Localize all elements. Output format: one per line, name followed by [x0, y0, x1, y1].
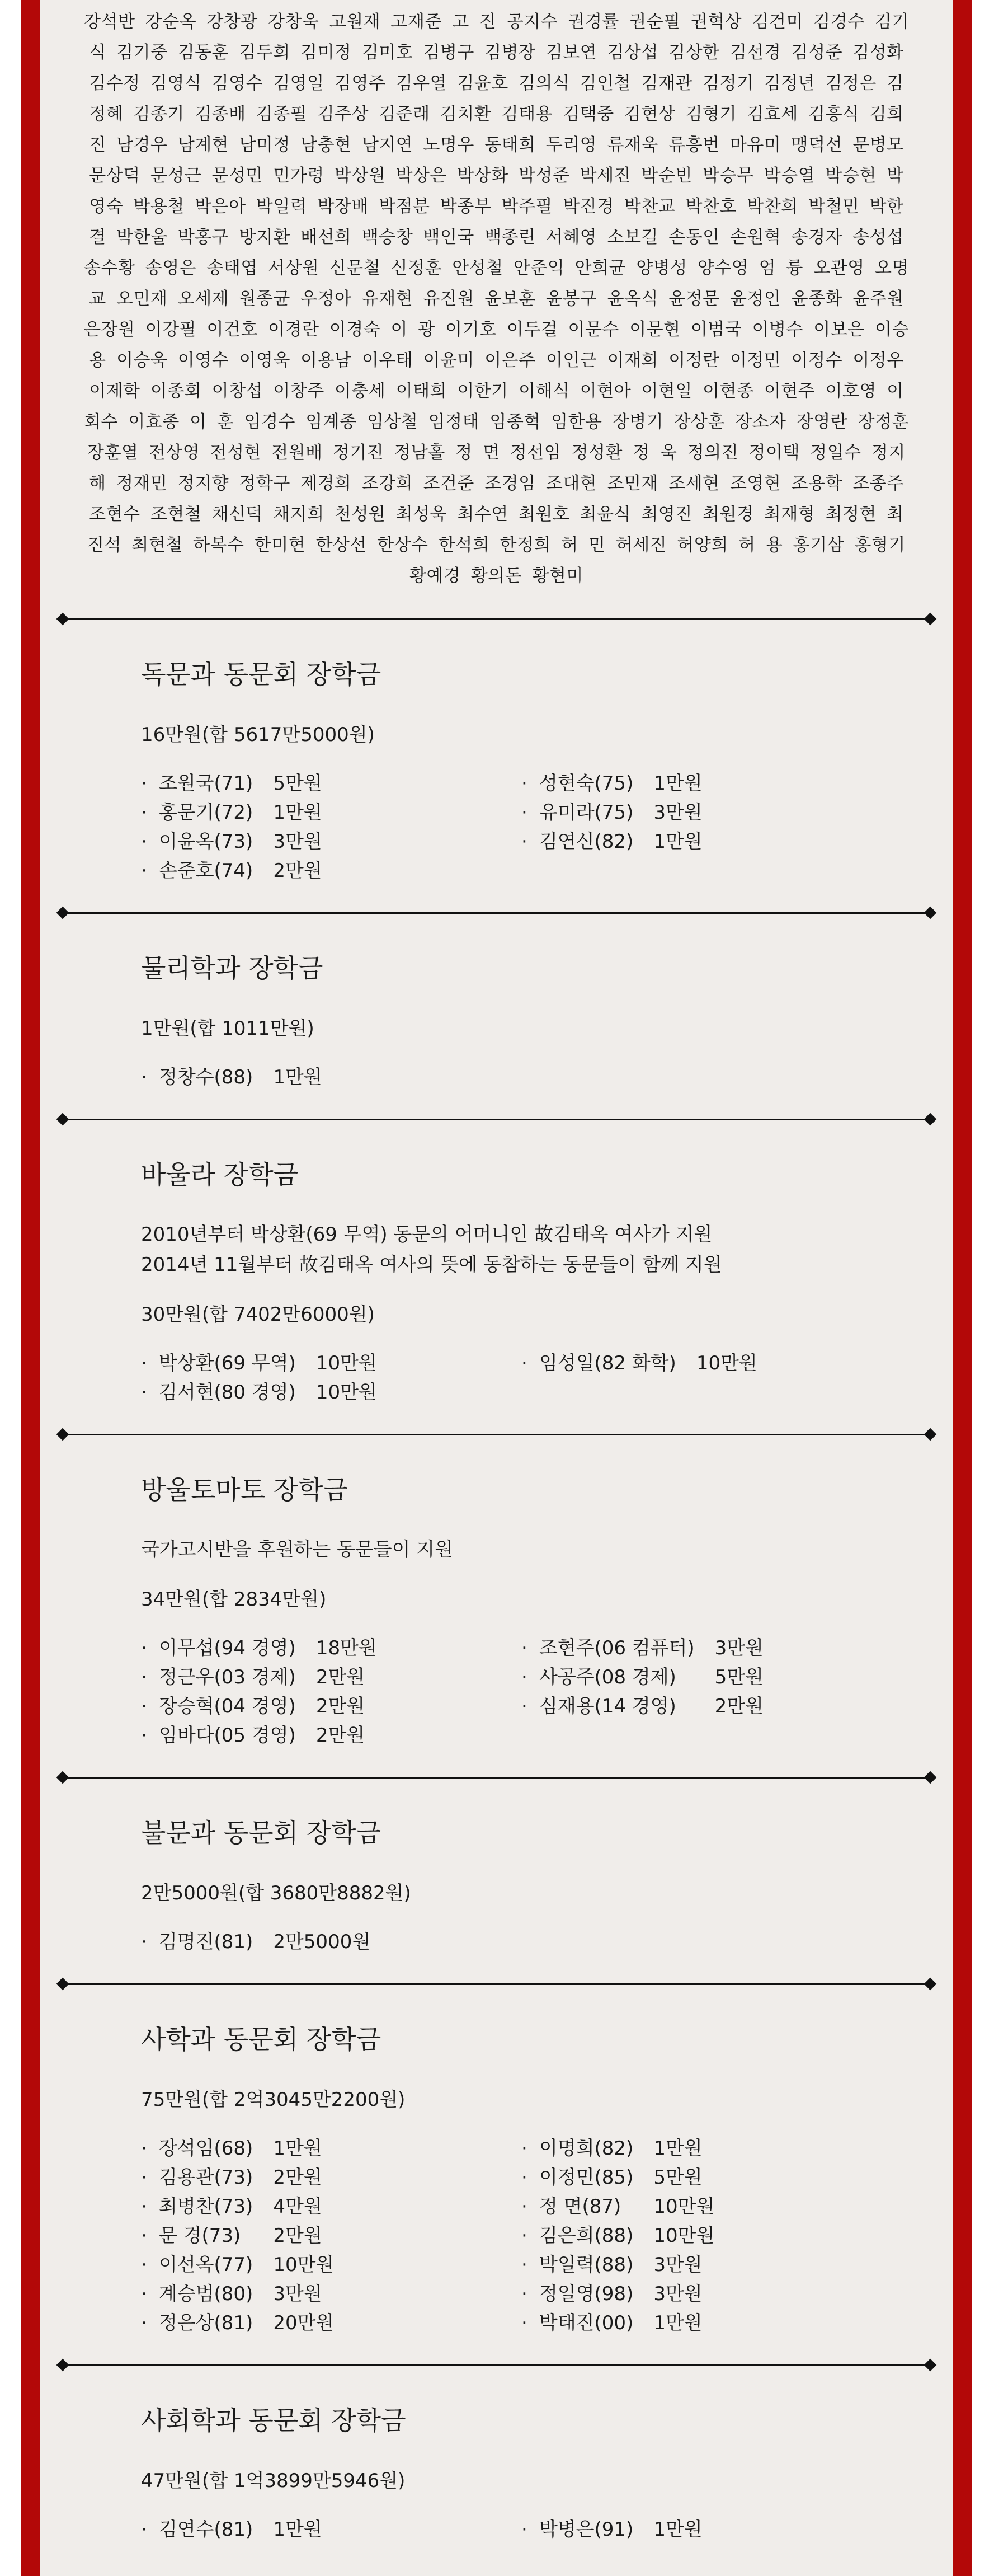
donor-amount: 4만원 [273, 2195, 322, 2218]
bullet-icon: · [141, 1695, 147, 1718]
donor-amount: 18만원 [315, 1637, 377, 1659]
donor-name: 이명희(82) [539, 2137, 634, 2160]
donor-row [521, 2250, 714, 2279]
section-divider [40, 1428, 953, 1441]
donor-row [141, 2515, 322, 2544]
donor-amount: 3만원 [714, 1637, 764, 1659]
divider-diamond [924, 907, 937, 919]
donor-row [141, 798, 322, 827]
bullet-icon: · [521, 830, 527, 853]
donor-name: 손준호(74) [159, 860, 253, 882]
donor-amount: 2만원 [714, 1695, 764, 1718]
bullet-icon: · [141, 2225, 147, 2247]
donor-name: 김연신(82) [539, 830, 634, 853]
donor-amount: 1만원 [653, 2137, 703, 2160]
section-divider [40, 1771, 953, 1784]
donor-amount: 1만원 [653, 2518, 703, 2541]
section-total: 75만원(합 2억3045만2200원) [141, 2089, 406, 2111]
donor-column-left [141, 1634, 377, 1750]
donor-column-left [141, 1349, 377, 1407]
donor-names-list: 강석반 강순옥 강창광 강창욱 고원재 고재준 고 진 공지수 권경률 권순필 권혁상 김건미 김경수 김기식 김기중 김동훈 김두희 김미정 김미호 김병구 김병장 김보연 김상섭 김상한 김선경 김성준 김성화 김수정 김영식 김영수 김영일 김영주 김우열 김윤호 김의식 김인철 김재관 김정기 김정년 김정은 김정혜 김종기 김종배 김종필 김주상 김준래 김치환 김태용 김택중 김현상 김형기 김효세 김흥식 김희진 남경우 남계현 남미정 남충현 남지연 노명우 동태희 두리영 류재욱 류흥번 마유미 맹덕선 문병모 문상덕 문성근 문성민 민가령 박상원 박상은 박상화 박성준 박세진 박순빈 박승무 박승열 박승현 박영숙 박용철 박은아 박일력 박장배 박점분 박종부 박주필 박진경 박찬교 박찬호 박찬희 박철민 박한결 박한울 박홍구 방지환 배선희 백승창 백인국 백종린 서혜영 소보길 손동인 손원혁 송경자 송성섭 송수황 송영은 송태엽 서상원 신문철 신정훈 안성철 안준익 안희균 양병성 양수영 엄 륭 오관영 오명교 오민재 오세제 원종균 우정아 유재현 유진원 윤보훈 윤봉구 윤옥식 윤정문 윤정인 윤종화 윤주원 은장원 이강필 이건호 이경란 이경숙 이 광 이기호 이두걸 이문수 이문현 이범국 이병수 이보은 이승용 이승욱 이영수 이영욱 이용남 이우태 이윤미 이은주 이인근 이재희 이정란 이정민 이정수 이정우 이제학 이종회 이창섭 이창주 이충세 이태희 이한기 이해식 이현아 이현일 이현종 이현주 이호영 이회수 이효종 이 훈 임경수 임계종 임상철 임정태 임종혁 임한용 장병기 장상훈 장소자 장영란 장정훈 장훈열 전상영 전성현 전원배 정기진 정남홀 정 면 정선임 정성환 정 욱 정의진 정이택 정일수 정지해 정재민 정지향 정학구 제경희 조강희 조건준 조경임 조대현 조민재 조세현 조영현 조용학 조종주 조현수 조현철 채신덕 채지희 천성원 최성욱 최수연 최원호 최윤식 최영진 최원경 최재형 최정현 최진석 최현철 하복수 한미현 한상선 한상수 한석희 한정희 허 민 허세진 허양희 허 용 홍기삼 홍형기 황예경 황의돈 황현미 [84, 12, 909, 586]
donor-row [141, 2221, 334, 2250]
donor-row [521, 2515, 703, 2544]
page-frame [21, 0, 972, 2576]
divider-diamond [924, 1113, 937, 1126]
section-title: 독문과 동문회 장학금 [141, 659, 381, 689]
donor-name: 김명진(81) [159, 1931, 253, 1953]
section-total: 16만원(합 5617만5000원) [141, 724, 375, 746]
donor-name: 정은상(81) [159, 2312, 253, 2334]
donor-column-left [141, 769, 322, 885]
donor-amount: 3만원 [653, 801, 703, 824]
donor-name: 홍문기(72) [159, 801, 253, 824]
donor-name: 이정민(85) [539, 2166, 634, 2189]
section-description: 국가고시반을 후원하는 동문들이 지원 [141, 1538, 453, 1561]
section-total: 1만원(합 1011만원) [141, 1017, 314, 1040]
donor-name: 정일영(98) [539, 2283, 634, 2305]
bullet-icon: · [521, 801, 527, 824]
bullet-icon: · [141, 2166, 147, 2189]
scholarship-section [40, 1125, 953, 1407]
donor-list [141, 2515, 953, 2544]
scholarship-section [40, 2371, 953, 2544]
bullet-icon: · [141, 1066, 147, 1088]
donor-name: 조원국(71) [159, 772, 253, 795]
donor-name: 유미라(75) [539, 801, 634, 824]
divider-line [63, 1983, 930, 1985]
donor-column-right [521, 2134, 714, 2338]
donor-row [141, 1692, 377, 1721]
bullet-icon: · [141, 2283, 147, 2305]
donor-name: 심재용(14 경영) [539, 1695, 676, 1718]
bullet-icon: · [141, 2137, 147, 2160]
donor-name: 이선옥(77) [159, 2254, 253, 2276]
donor-list [141, 1063, 953, 1092]
divider-diamond [924, 1428, 937, 1441]
donor-amount: 1만원 [273, 1066, 322, 1088]
donor-row [521, 1634, 764, 1663]
donor-row [141, 2134, 334, 2163]
donor-list [141, 1927, 953, 1956]
scholarship-sections [40, 613, 953, 2544]
donor-row [521, 769, 703, 798]
donor-row [141, 2308, 334, 2338]
donor-amount: 1만원 [273, 2137, 322, 2160]
bullet-icon: · [521, 2137, 527, 2160]
page-content [40, 0, 953, 2576]
donor-name: 박일력(88) [539, 2254, 634, 2276]
bullet-icon: · [521, 1695, 527, 1718]
section-title: 불문과 동문회 장학금 [141, 1818, 381, 1848]
donor-column-left [141, 2134, 334, 2338]
donor-amount: 1만원 [653, 830, 703, 853]
scholarship-section [40, 1441, 953, 1750]
donor-amount: 10만원 [273, 2254, 335, 2276]
divider-line [63, 1434, 930, 1435]
section-title: 사학과 동문회 장학금 [141, 2024, 381, 2054]
donor-name: 정창수(88) [159, 1066, 253, 1088]
divider-diamond [924, 613, 937, 626]
donor-name: 김서현(80 경영) [159, 1381, 296, 1404]
donor-amount: 1만원 [653, 2312, 703, 2334]
donor-column-right [521, 1634, 764, 1721]
donor-list [141, 769, 953, 885]
bullet-icon: · [141, 772, 147, 795]
donor-amount: 3만원 [273, 2283, 322, 2305]
donor-name: 장승혁(04 경영) [159, 1695, 296, 1718]
section-divider [40, 1113, 953, 1125]
bullet-icon: · [141, 1724, 147, 1747]
donor-row [141, 1063, 322, 1092]
donor-amount: 2만원 [273, 860, 322, 882]
donor-row [141, 769, 322, 798]
bullet-icon: · [141, 1637, 147, 1659]
bullet-icon: · [141, 2312, 147, 2334]
section-total: 30만원(합 7402만6000원) [141, 1303, 375, 1326]
divider-line [63, 1777, 930, 1779]
bullet-icon: · [521, 1666, 527, 1688]
scholarship-section [40, 919, 953, 1092]
donor-row [521, 2134, 714, 2163]
bullet-icon: · [141, 860, 147, 882]
donor-amount: 2만원 [273, 2166, 322, 2189]
donor-name: 이윤옥(73) [159, 830, 253, 853]
donor-row [141, 1721, 377, 1750]
donor-amount: 10만원 [315, 1381, 377, 1404]
bullet-icon: · [521, 2283, 527, 2305]
donor-name: 박병은(91) [539, 2518, 634, 2541]
donor-name: 정근우(03 경제) [159, 1666, 296, 1688]
bullet-icon: · [141, 1931, 147, 1953]
bullet-icon: · [141, 801, 147, 824]
donor-amount: 2만원 [273, 2225, 322, 2247]
donor-name: 사공주(08 경제) [539, 1666, 676, 1688]
donor-amount: 2만원 [315, 1666, 365, 1688]
section-title: 방울토마토 장학금 [141, 1475, 348, 1505]
donor-name: 정 면(87) [539, 2195, 621, 2218]
donor-row [141, 2250, 334, 2279]
section-description: 2014년 11월부터 故김태옥 여사의 뜻에 동참하는 동문들이 함께 지원 [141, 1254, 722, 1276]
section-divider [40, 2359, 953, 2371]
donor-row [141, 1927, 370, 1956]
bullet-icon: · [141, 1381, 147, 1404]
donor-name: 김용관(73) [159, 2166, 253, 2189]
donor-list [141, 1349, 953, 1407]
divider-line [63, 1119, 930, 1120]
donor-row [521, 1692, 764, 1721]
donor-amount: 3만원 [653, 2254, 703, 2276]
donor-row [521, 2192, 714, 2221]
donor-amount: 5만원 [714, 1666, 764, 1688]
section-title: 바울라 장학금 [141, 1160, 299, 1190]
donor-column-left [141, 2515, 322, 2544]
donor-amount: 10만원 [653, 2225, 715, 2247]
donor-column-left [141, 1063, 322, 1092]
divider-diamond [924, 1978, 937, 1991]
bullet-icon: · [141, 830, 147, 853]
donor-name: 김연수(81) [159, 2518, 253, 2541]
donor-name: 조현주(06 컴퓨터) [539, 1637, 695, 1659]
donor-amount: 1만원 [273, 801, 322, 824]
bullet-icon: · [141, 1352, 147, 1374]
divider-line [63, 912, 930, 914]
donor-amount: 10만원 [653, 2195, 715, 2218]
bullet-icon: · [521, 1637, 527, 1659]
donor-name: 계승범(80) [159, 2283, 253, 2305]
bullet-icon: · [521, 2518, 527, 2541]
donor-amount: 1만원 [653, 772, 703, 795]
donor-list [141, 1634, 953, 1750]
donor-name: 김은희(88) [539, 2225, 634, 2247]
donor-amount: 5만원 [273, 772, 322, 795]
donor-row [521, 2308, 714, 2338]
section-total: 47만원(합 1억3899만5946원) [141, 2470, 406, 2492]
donor-amount: 1만원 [273, 2518, 322, 2541]
section-divider [40, 613, 953, 625]
donor-amount: 10만원 [315, 1352, 377, 1374]
bullet-icon: · [521, 2254, 527, 2276]
donor-name: 임성일(82 화학) [539, 1352, 676, 1374]
divider-diamond [924, 2359, 937, 2372]
bullet-icon: · [521, 1352, 527, 1374]
donor-amount: 3만원 [273, 830, 322, 853]
donor-name: 이무섭(94 경영) [159, 1637, 296, 1659]
bullet-icon: · [521, 2312, 527, 2334]
donor-row [141, 856, 322, 885]
section-total: 34만원(합 2834만원) [141, 1588, 327, 1611]
donor-amount: 5만원 [653, 2166, 703, 2189]
donor-column-right [521, 1349, 757, 1378]
donor-row [521, 2279, 714, 2308]
donor-row [521, 2221, 714, 2250]
donor-amount: 20만원 [273, 2312, 335, 2334]
divider-line [63, 2364, 930, 2366]
scholarship-section [40, 1784, 953, 1956]
donor-amount: 3만원 [653, 2283, 703, 2305]
donor-row [521, 827, 703, 856]
donor-row [141, 1663, 377, 1692]
donor-name: 박태진(00) [539, 2312, 634, 2334]
donor-amount: 2만원 [315, 1724, 365, 1747]
donor-name: 임바다(05 경영) [159, 1724, 296, 1747]
bullet-icon: · [521, 2166, 527, 2189]
bullet-icon: · [521, 2225, 527, 2247]
donor-row [141, 827, 322, 856]
section-total: 2만5000원(합 3680만8882원) [141, 1882, 411, 1904]
donor-amount: 2만원 [315, 1695, 365, 1718]
scholarship-section [40, 1990, 953, 2338]
donor-row [141, 2163, 334, 2192]
donor-row [521, 798, 703, 827]
donor-name: 최병찬(73) [159, 2195, 253, 2218]
section-title: 사회학과 동문회 장학금 [141, 2405, 406, 2436]
bullet-icon: · [141, 2518, 147, 2541]
donor-name: 문 경(73) [159, 2225, 241, 2247]
section-divider [40, 907, 953, 919]
donor-column-right [521, 2515, 703, 2544]
donor-row [141, 2279, 334, 2308]
section-description: 2010년부터 박상환(69 무역) 동문의 어머니인 故김태옥 여사가 지원 [141, 1223, 713, 1246]
divider-line [63, 618, 930, 620]
donor-name: 박상환(69 무역) [159, 1352, 296, 1374]
donor-list [141, 2134, 953, 2338]
donor-row [141, 1378, 377, 1407]
donor-name: 장석임(68) [159, 2137, 253, 2160]
scholarship-section [40, 625, 953, 885]
donor-row [141, 1634, 377, 1663]
divider-diamond [924, 1771, 937, 1784]
donor-row [521, 1663, 764, 1692]
section-divider [40, 1978, 953, 1990]
bullet-icon: · [521, 772, 527, 795]
donor-column-right [521, 769, 703, 856]
bullet-icon: · [141, 2195, 147, 2218]
bullet-icon: · [141, 1666, 147, 1688]
donor-amount: 10만원 [696, 1352, 757, 1374]
bullet-icon: · [521, 2195, 527, 2218]
section-title: 물리학과 장학금 [141, 953, 323, 983]
bullet-icon: · [141, 2254, 147, 2276]
donor-amount: 2만5000원 [273, 1931, 371, 1953]
donor-row [521, 1349, 757, 1378]
donor-name: 성현숙(75) [539, 772, 634, 795]
donor-row [141, 1349, 377, 1378]
donor-row [141, 2192, 334, 2221]
donor-column-left [141, 1927, 370, 1956]
donor-row [521, 2163, 714, 2192]
